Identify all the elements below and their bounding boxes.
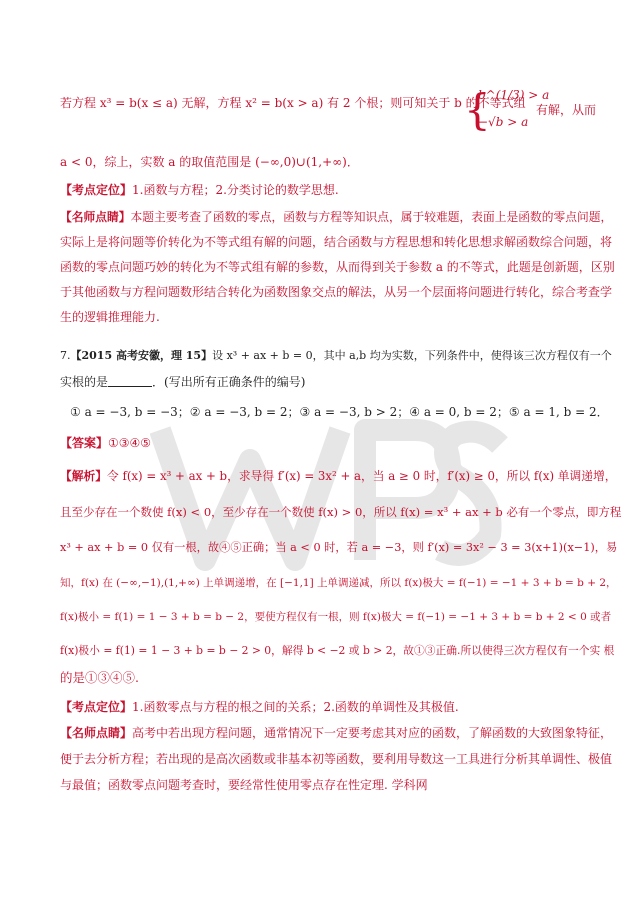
mingshi-2-line-2: 与最值；函数零点问题考查时，要经常性使用零点存在性定理. 学科网	[60, 778, 428, 792]
jiexi-line-0	[60, 466, 617, 486]
mingshi-1-line-3: 于其他函数与方程问题数形结合转化为函数图象交点的解法，从另一个层面将问题进行转化，综合考查学	[60, 285, 613, 299]
question-7-number: 7.	[60, 349, 71, 362]
jiexi-line-5: f(x)极小 = f(1) = 1 − 3 + b = b − 2 > 0，解得 b < −2 或 b > 2，故①③正确.所以使得三次方程仅有一个实 根	[60, 644, 615, 657]
mingshi-2-tag: 【名师点睛】	[60, 726, 133, 740]
system-brace: {	[464, 85, 491, 134]
system-row-1: b^(1/3) > a	[478, 88, 550, 102]
jiexi-text-0: 令 f(x) = x³ + ax + b，求导得 f′(x) = 3x² + a，当 a ≥ 0 时，f′(x) ≥ 0，所以 f(x) 单调递增，	[107, 469, 617, 483]
answer-text: ①③④⑤	[108, 436, 152, 450]
kaodian-1-tag: 【考点定位】	[60, 183, 133, 197]
jiexi-line-6: 的是①③④⑤.	[60, 670, 139, 685]
kaodian-1-text: 1.函数与方程；2.分类讨论的数学思想.	[132, 183, 339, 197]
question-7-source: 【2015 高考安徽，理 15】	[70, 349, 213, 362]
top-line-1-tail: 有解，从而	[536, 103, 597, 117]
mingshi-2-text-0: 高考中若出现方程问题，通常情况下一定要考虑其对应的函数，了解函数的大致图象特征，	[132, 726, 613, 740]
mingshi-1-line-0	[60, 207, 612, 227]
mingshi-1-line-4: 生的逻辑推理能力.	[60, 310, 160, 324]
question-7-options: ① a = −3, b = −3；② a = −3, b = 2；③ a = −3, b > 2；④ a = 0, b = 2；⑤ a = 1, b = 2．	[70, 405, 609, 419]
kaodian-1	[60, 180, 339, 200]
kaodian-2-tag: 【考点定位】	[60, 700, 133, 714]
kaodian-2	[60, 697, 459, 717]
kaodian-2-text: 1.函数零点与方程的根之间的关系；2.函数的单调性及其极值.	[132, 700, 459, 714]
question-7-stem-2a: 实根的是	[60, 375, 109, 389]
mingshi-1-line-2: 函数的零点问题巧妙的转化为不等式组有解的参数，从而得到关于参数 a 的不等式，此题是创新题，区别	[60, 260, 615, 274]
jiexi-line-3: 知，f(x) 在 (−∞,−1),(1,+∞) 上单调递增，在 [−1,1] 上单调递减，所以 f(x)极大 = f(−1) = −1 + 3 + b = b + 2，	[60, 577, 617, 589]
mingshi-1-tag: 【名师点睛】	[60, 210, 131, 224]
top-line-2: a < 0，综上，实数 a 的取值范围是 (−∞,0)∪(1,+∞)．	[60, 155, 359, 169]
question-7-stem-2b: ．(写出所有正确条件的编号)	[152, 375, 306, 389]
top-line-1-text: 若方程 x³ = b(x ≤ a) 无解，方程 x² = b(x > a) 有 2 个根；则可知关于 b 的不等式组	[60, 96, 526, 110]
mingshi-1-text-0: 本题主要考查了函数的零点，函数与方程等知识点，属于较难题，表面上是函数的零点问题，	[130, 210, 613, 224]
jiexi-line-1: 且至少存在一个数使 f(x) < 0，至少存在一个数使 f(x) > 0，所以 f(x) = x³ + ax + b 必有一个零点，即方程	[60, 505, 622, 519]
system-row-2: −√b > a	[478, 115, 529, 129]
jiexi-tag: 【解析】	[60, 469, 107, 483]
answer-blank	[108, 374, 152, 387]
top-line-1	[60, 93, 526, 113]
answer-tag: 【答案】	[60, 436, 109, 450]
question-7-stem-text: 设 x³ + ax + b = 0，其中 a,b 均为实数，下列条件中，使得该三次方程仅有一个	[212, 349, 612, 362]
jiexi-line-4: f(x)极小 = f(1) = 1 − 3 + b = b − 2，要使方程仅有一根，则 f(x)极大 = f(−1) = −1 + 3 + b = b + 2 < 0 或者	[60, 611, 612, 623]
question-7-stem-2	[60, 372, 305, 392]
answer	[60, 433, 151, 453]
mingshi-1-line-1: 实际上是将问题等价转化为不等式组有解的问题，结合函数与方程思想和转化思想求解函数综合问题，将	[60, 235, 613, 249]
jiexi-line-2: x³ + ax + b = 0 仅有一根，故④⑤正确；当 a < 0 时，若 a = −3，则 f′(x) = 3x² − 3 = 3(x+1)(x−1)，易	[60, 541, 618, 554]
question-7-stem	[60, 346, 612, 366]
mingshi-2-line-0	[60, 723, 612, 743]
mingshi-2-line-1: 便于去分析方程；若出现的是高次函数或非基本初等函数，要利用导数这一工具进行分析其单调性、极值	[60, 752, 613, 766]
